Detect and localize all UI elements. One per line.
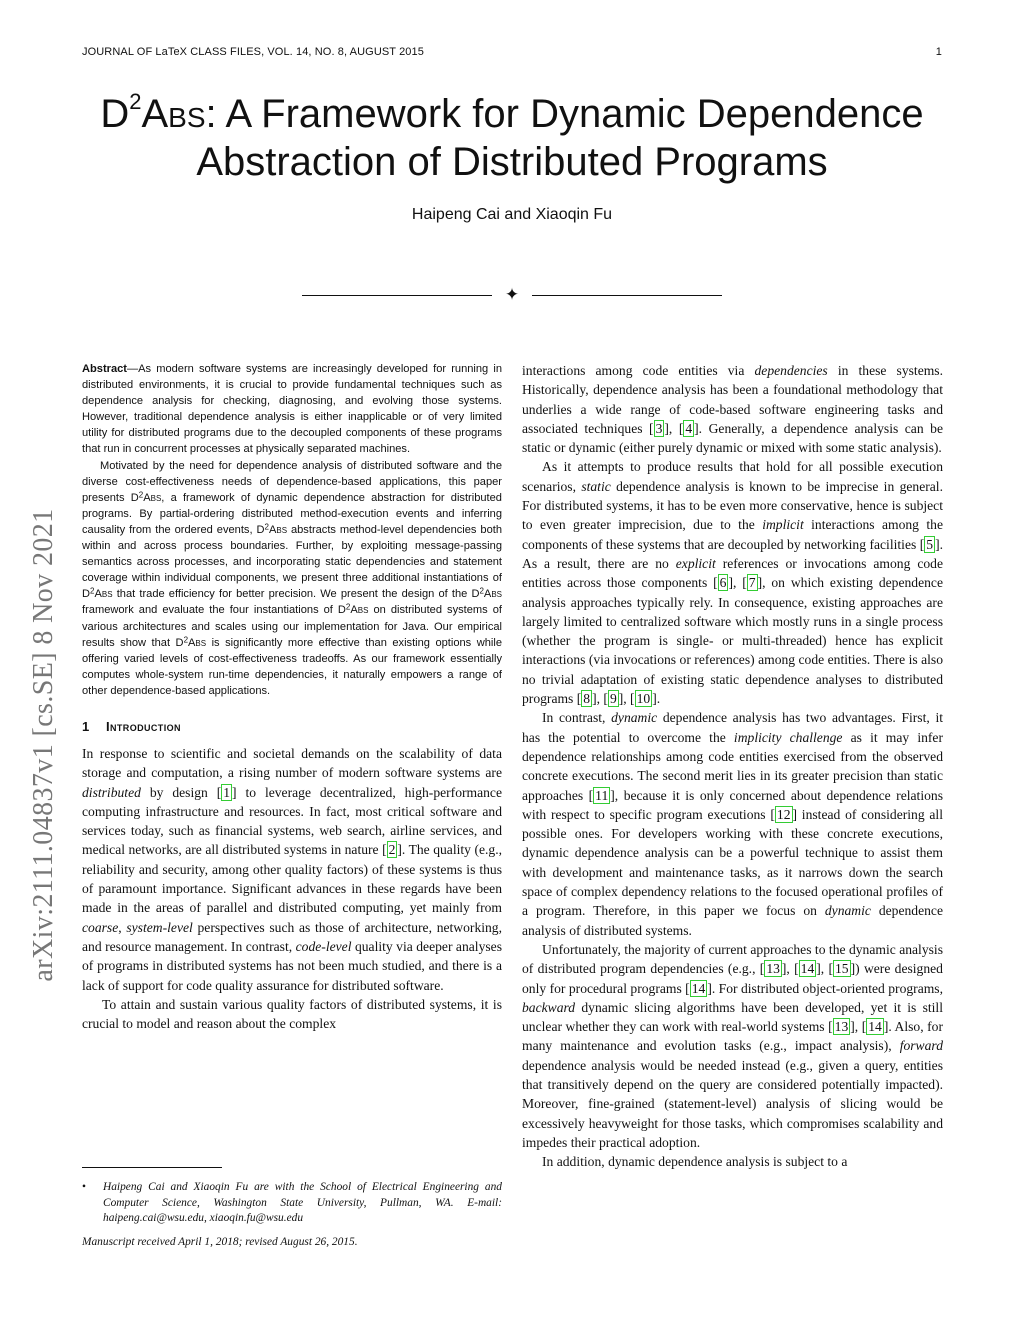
d2-superscript: 2 bbox=[345, 602, 351, 612]
body-text: ], on which existing dependence analysis approaches typically rely. In consequence, existing approaches are largely limited to centralized software which mostly runs in a single process (whether the program is single- or multi-threaded) hence has explicit interactions (via invocations or references) among code entities. There is also no trivial adaptation of existing static dependence analyses to distributed programs [ bbox=[522, 575, 943, 707]
citation-link[interactable]: 13 bbox=[834, 1019, 849, 1035]
body-text: ]. Also, for many maintenance and evolution tasks (e.g., impact analysis), bbox=[522, 1019, 944, 1054]
authors: Haipeng Cai and Xiaoqin Fu bbox=[411, 206, 613, 223]
body-text: interactions among code entities via bbox=[522, 363, 755, 378]
body-text: Unfortunately, the majority of current approaches to the dynamic analysis of distributed program dependencies (e.g., [ bbox=[522, 941, 943, 977]
body-text: dependence analysis would be needed instead (e.g., given a query, entities that transitively depend on the query are considered potentially impacted). Moreover, fine-grained (statement-level) analysis of slicing would be excessively heavyweight for those tasks, which compromises scalability and impedes their practical adoption. bbox=[522, 1057, 943, 1150]
body-text: ], [ bbox=[664, 420, 684, 436]
body-text: interactions among the components of these systems that are decoupled by networking facilities [ bbox=[522, 517, 943, 552]
abstract-dash: — bbox=[127, 363, 139, 375]
citation-link[interactable]: 13 bbox=[766, 961, 780, 977]
citation-link[interactable]: 15 bbox=[835, 961, 849, 977]
affiliation-text: Haipeng Cai and Xiaoqin Fu are with the School of Electrical Engineering and Computer Science, Washington State University, Pullman, WA. E-mail: haipeng.cai@wsu.edu, xiaoqin.fu@wsu.edu bbox=[103, 1181, 502, 1225]
intro-paragraph-1 bbox=[82, 744, 502, 995]
abstract-p1-text: As modern software systems are increasingly developed for running in distributed environments, it is crucial to provide fundamental techniques such as dependence analysis for checking, diagnosing, and evolving those systems. However, traditional dependence analysis is either inapplicable or of very limited utility for distributed programs due to the decoupled components of these programs that run in concurrent processes at physically separated machines. bbox=[82, 363, 502, 456]
body-text: quality via deeper analyses of programs in distributed systems has not been much studied, and there is a lack of support for code quality assurance for distributed software. bbox=[82, 938, 502, 993]
title-line-2: Abstraction of Distributed Programs bbox=[196, 140, 828, 184]
abstract-label: Abstract bbox=[82, 363, 128, 375]
body-text: ]. bbox=[652, 691, 661, 707]
emphasis: code-level bbox=[295, 938, 352, 954]
d2-superscript: 2 bbox=[183, 635, 189, 644]
abstract-text: Motivated by the need for dependence analysis of distributed software and the diverse cost-effectiveness needs of dependence-based applications, this paper presents D bbox=[82, 459, 502, 504]
citation-link[interactable]: 3 bbox=[655, 420, 663, 436]
title-line-1-rest: : A Framework for Dynamic Dependence bbox=[205, 92, 924, 136]
body-text: ], [ bbox=[850, 1019, 867, 1035]
intro-paragraph-2: To attain and sustain various quality factors of distributed systems, it is crucial to model and reason about the complex bbox=[82, 996, 502, 1032]
emphasis: system-level bbox=[126, 919, 193, 935]
running-head bbox=[82, 46, 942, 58]
divider-star-icon: ✦ bbox=[504, 285, 520, 304]
divider-rule-right bbox=[532, 295, 722, 296]
abstract bbox=[82, 361, 502, 699]
emphasis: explicit bbox=[675, 555, 716, 571]
abstract-paragraph-1 bbox=[82, 361, 502, 458]
page-number: 1 bbox=[935, 46, 942, 58]
emphasis: forward bbox=[899, 1038, 943, 1054]
body-text: ], [ bbox=[728, 575, 747, 591]
manuscript-note: Manuscript received April 1, 2018; revised August 26, 2015. bbox=[82, 1235, 358, 1248]
body-text: ]. As a result, there are no bbox=[522, 536, 943, 571]
d2-superscript: 2 bbox=[264, 522, 269, 532]
right-paragraph-3 bbox=[522, 708, 943, 940]
section-heading-introduction bbox=[82, 717, 502, 737]
abstract-text: that trade efficiency for better precision. We present the design of the D bbox=[112, 588, 480, 601]
citation-link[interactable]: 9 bbox=[609, 691, 617, 707]
d2-superscript: 2 bbox=[90, 586, 95, 596]
abstract-text: abstracts method-level dependencies both within and across process boundaries. Further, by exploiting message-passing semantics across processes, and incorporating static dependencies and statement coverage within individual components, we present three additional instantiations of D bbox=[82, 523, 502, 601]
body-text: perspectives such as those of architecture, networking, and resource management. In contrast, bbox=[82, 919, 503, 954]
introduction-text bbox=[82, 744, 502, 1033]
body-text: dependence analysis has two advantages. First, it has the potential to overcome the bbox=[522, 710, 943, 745]
right-paragraph-2 bbox=[522, 457, 943, 708]
body-text: ], because it is only concerned about dependence relations with respect to specific program executions [ bbox=[522, 787, 943, 822]
title-divider bbox=[302, 284, 722, 306]
running-head-text: JOURNAL OF LaTeX CLASS FILES, VOL. 14, NO. 8, AUGUST 2015 bbox=[82, 46, 424, 58]
body-text: in these systems. Historically, dependence analysis has been a foundational methodology that underlies a wide range of code-based software engineering tasks and associated techniques [ bbox=[522, 363, 943, 436]
body-text: ], [ bbox=[618, 691, 635, 707]
d2abs-name: Abs bbox=[188, 636, 207, 649]
body-text: ]) were designed only for procedural programs [ bbox=[522, 961, 943, 996]
body-text: ]. For distributed object-oriented programs, bbox=[707, 980, 943, 996]
citation-link[interactable]: 8 bbox=[583, 691, 591, 707]
body-text: dependence analysis of distributed systems. bbox=[522, 903, 944, 938]
citation-link[interactable]: 11 bbox=[595, 787, 609, 803]
right-paragraph-5: In addition, dynamic dependence analysis is subject to a bbox=[542, 1154, 848, 1170]
bullet-icon: • bbox=[82, 1181, 86, 1193]
body-text: In response to scientific and societal demands on the scalability of data storage and computation, a rising number of modern software systems are bbox=[82, 745, 502, 781]
citation-link[interactable]: 10 bbox=[636, 691, 651, 707]
d2abs-name: Abs bbox=[483, 588, 502, 601]
body-text: ], [ bbox=[816, 961, 833, 977]
abstract-text: framework and evaluate the four instantiations of D bbox=[82, 604, 346, 617]
emphasis: backward bbox=[522, 999, 576, 1015]
emphasis: implicity challenge bbox=[733, 729, 843, 745]
body-text: ], [ bbox=[592, 691, 608, 707]
citation-link[interactable]: 14 bbox=[868, 1019, 882, 1035]
d2abs-name: Abs bbox=[143, 491, 162, 504]
divider-rule-left bbox=[302, 295, 492, 296]
d2-superscript: 2 bbox=[479, 586, 484, 596]
body-text: ] to leverage decentralized, high-performance computing infrastructure and resources. In fact, most critical software and services today, such as financial systems, web search, airline services, and medical networks, are all distributed systems in nature [ bbox=[82, 784, 503, 858]
abstract-text: , a framework of dynamic dependence abstraction for distributed programs. By partial-ordering distributed method-execution events and inferring causality from the ordered events, D bbox=[82, 491, 502, 536]
citation-link[interactable]: 12 bbox=[776, 806, 791, 822]
emphasis: distributed bbox=[82, 784, 141, 800]
left-column bbox=[82, 361, 502, 1033]
emphasis: static bbox=[581, 478, 611, 494]
citation-link[interactable]: 4 bbox=[685, 420, 693, 436]
body-text: ]. Generally, a dependence analysis can be static or dynamic (either purely dynamic or mixed with some static analysis). bbox=[522, 420, 943, 456]
citation-link[interactable]: 14 bbox=[800, 961, 815, 977]
footnote-rule bbox=[82, 1167, 222, 1168]
citation-link[interactable]: 14 bbox=[691, 980, 706, 996]
d2abs-name: Abs bbox=[94, 588, 113, 601]
emphasis: implicit bbox=[762, 517, 804, 533]
emphasis: coarse bbox=[82, 919, 119, 935]
affiliation-footnote bbox=[82, 1180, 502, 1227]
body-text: , bbox=[118, 919, 127, 935]
citation-link[interactable]: 1 bbox=[223, 784, 231, 800]
body-text: ], [ bbox=[781, 961, 799, 977]
body-text: ] instead of considering all possible ones. For developers working with these concrete executions, dynamic dependence analysis can be a powerful technique to assist them with development and maintenance tasks, as it narrows down the search space of complex dependency relations to the focused operational profiles of a program. Therefore, in this paper we focus on bbox=[522, 806, 943, 919]
title-prefix: D bbox=[100, 92, 130, 136]
d2abs-name: Abs bbox=[350, 604, 369, 617]
right-column bbox=[522, 361, 943, 1171]
title-superscript: 2 bbox=[129, 89, 142, 114]
body-text: by design [ bbox=[140, 784, 222, 800]
body-text: dynamic slicing algorithms have been developed, yet it is still unclear whether they can work with real-world systems [ bbox=[522, 999, 943, 1035]
section-title: Introduction bbox=[106, 718, 181, 734]
d2abs-name: Abs bbox=[268, 523, 288, 536]
right-paragraph-4 bbox=[522, 940, 943, 1152]
body-text: references or invocations among code entities across those components [ bbox=[522, 555, 943, 591]
paper-title bbox=[60, 90, 964, 186]
right-paragraph-1 bbox=[522, 361, 943, 457]
abstract-text: is significantly more effective than existing options while offering varied levels of cost-effectiveness tradeoffs. As our framework essentially computes whole-system run-time dependencies, it naturally empowers a range of other dependence-based applications. bbox=[82, 636, 502, 697]
title-line-1 bbox=[60, 90, 964, 138]
title-name: Abs bbox=[141, 92, 206, 136]
emphasis: dependencies bbox=[754, 363, 828, 378]
emphasis: dynamic bbox=[611, 710, 658, 726]
right-column-text bbox=[522, 361, 943, 1171]
body-text: as it may infer dependence relationships among code entities exercised from the observed concrete executions. The second merit lies in its greater precision than static approaches [ bbox=[522, 729, 943, 803]
body-text: ]. The quality (e.g., reliability and security, among other quality factors) of these systems is thus of paramount importance. Significant advances in these regards have been made in the areas of parallel and distributed computing, yet mainly from bbox=[82, 842, 502, 916]
citation-link[interactable]: 5 bbox=[926, 536, 934, 552]
emphasis: dynamic bbox=[824, 903, 871, 919]
body-text: In contrast, bbox=[542, 710, 612, 726]
arxiv-stamp: arXiv:2111.04837v1 [cs.SE] 8 Nov 2021 bbox=[28, 508, 59, 982]
section-number: 1 bbox=[82, 718, 90, 734]
citation-link[interactable]: 2 bbox=[388, 842, 396, 858]
citation-link[interactable]: 6 bbox=[719, 575, 727, 591]
d2-superscript: 2 bbox=[138, 490, 144, 500]
abstract-text: on distributed systems of various architectures and scales using our implementation for Java. Our empirical results show that D bbox=[82, 604, 502, 649]
body-text: As it attempts to produce results that hold for all possible execution scenarios, bbox=[522, 459, 943, 494]
body-text: dependence analysis is known to be imprecise in general. For distributed systems, it has to be even more conservative, hence is subject to even greater imprecision, due to the bbox=[522, 478, 943, 533]
citation-link[interactable]: 7 bbox=[748, 575, 756, 591]
footnotes bbox=[82, 1180, 502, 1250]
abstract-paragraph-2 bbox=[82, 458, 502, 699]
